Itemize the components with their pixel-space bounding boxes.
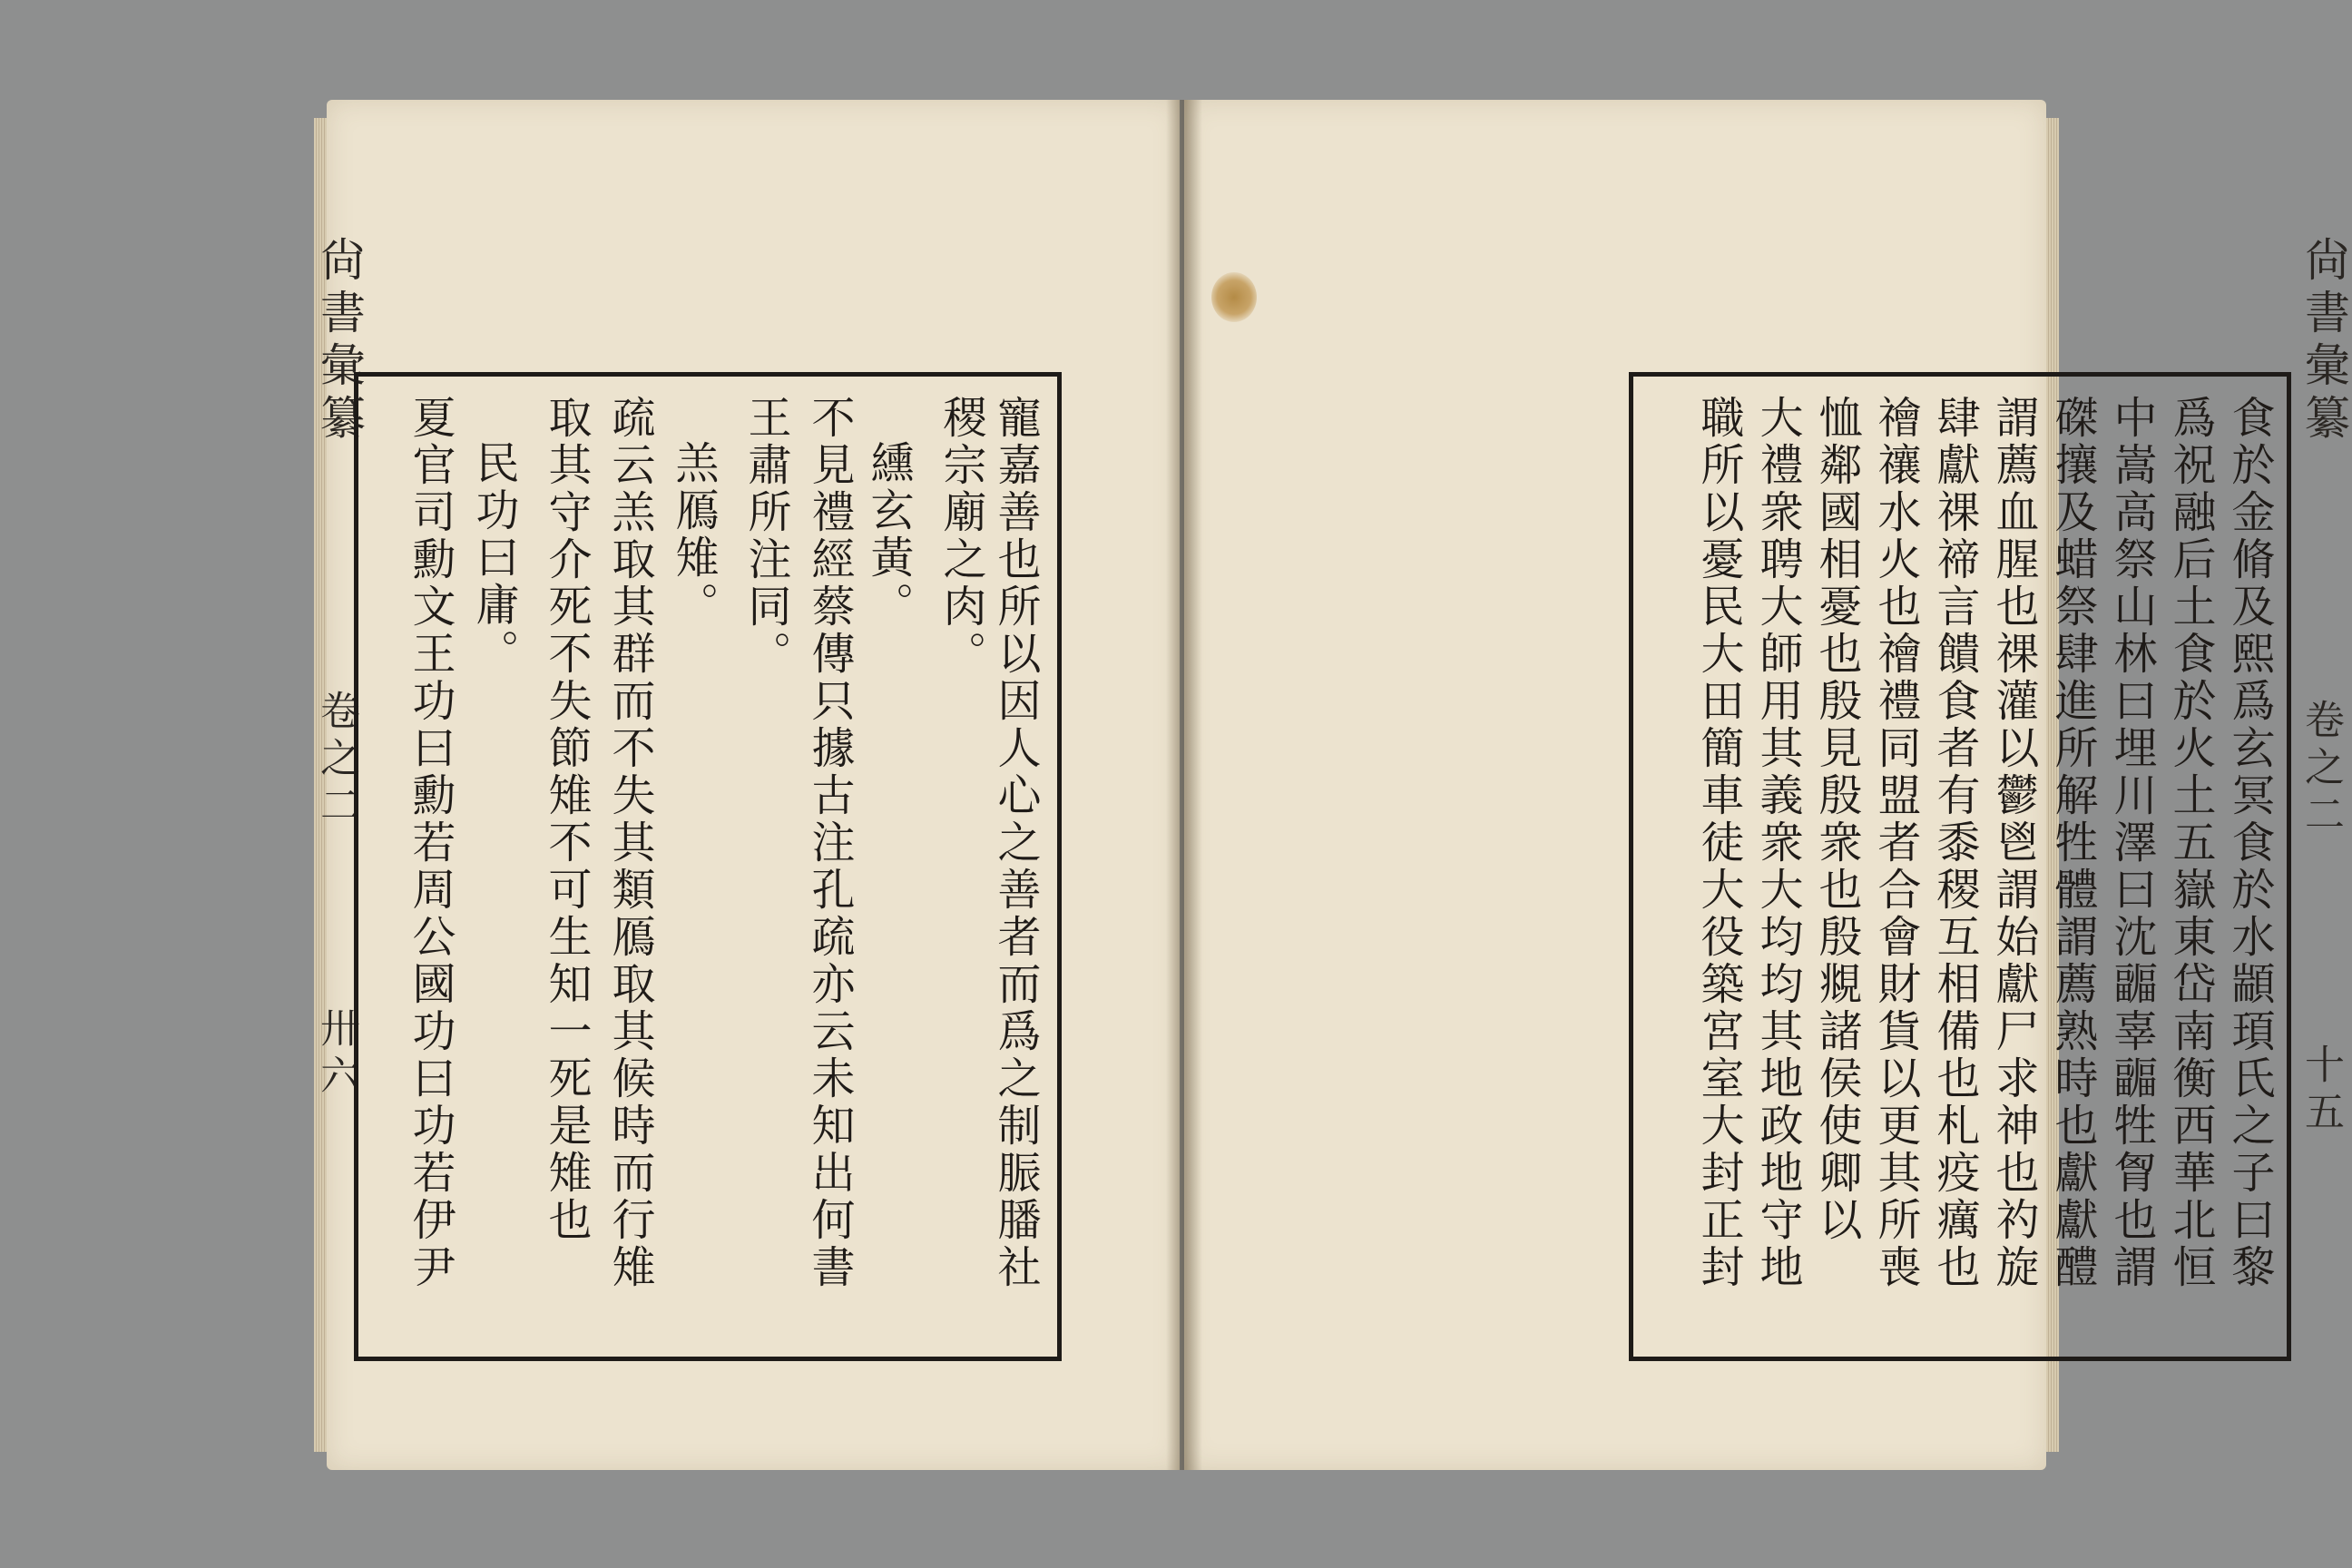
right-column-2: 爲祝融后土食於火土五嶽東岱南衡西華北恒 bbox=[2165, 395, 2216, 1291]
right-column-6: 肆獻祼禘言饋食者有黍稷互相備也札疫癘也 bbox=[1929, 395, 1980, 1291]
right-column-8: 恤鄰國相憂也殷見殷衆也殷覜諸侯使卿以 bbox=[1811, 395, 1862, 1244]
right-column-3: 中嵩高祭山林曰埋川澤曰沈疈辜疈牲胷也謂 bbox=[2106, 395, 2157, 1291]
paper-stain bbox=[1211, 272, 1257, 322]
left-column-4: 不見禮經蔡傳只據古注孔疏亦云未知出何書 bbox=[804, 395, 855, 1291]
left-text-frame bbox=[354, 372, 1062, 1361]
right-folio-number: 十五 bbox=[2298, 1044, 2344, 1138]
book-gutter bbox=[1166, 100, 1202, 1470]
left-folio-number: 卅六 bbox=[313, 1007, 359, 1102]
right-column-9: 大禮衆聘大師用其義衆大均均其地政地守地 bbox=[1752, 395, 1803, 1291]
left-column-3: 纁玄黃。 bbox=[863, 440, 914, 629]
right-volume-label: 卷之二 bbox=[2298, 699, 2344, 840]
right-column-5: 謂薦血腥也祼灌以鬱鬯謂始獻尸求神也礿旋 bbox=[1988, 395, 2039, 1291]
left-column-6: 羔鴈雉。 bbox=[668, 440, 719, 629]
right-column-1: 食於金脩及熙爲玄冥食於水顓頊氏之子曰黎 bbox=[2224, 395, 2275, 1291]
left-volume-label: 卷之二 bbox=[313, 690, 359, 831]
book-spread bbox=[313, 100, 2350, 1470]
right-margin-title: 尙書彙纂 bbox=[2298, 236, 2350, 446]
right-column-10: 職所以憂民大田簡車徒大役築宮室大封正封 bbox=[1693, 395, 1744, 1291]
right-page bbox=[1184, 100, 2350, 1470]
left-margin-title: 尙書彙纂 bbox=[313, 236, 366, 446]
left-column-10: 夏官司勳文王功曰勳若周公國功曰功若伊尹 bbox=[405, 395, 456, 1291]
left-column-9: 民功曰庸。 bbox=[468, 440, 519, 676]
right-column-7: 禬禳水火也禬禮同盟者合會財貨以更其所喪 bbox=[1870, 395, 1921, 1291]
right-column-4: 磔攘及蜡祭肆進所解牲體謂薦熟時也獻獻醴 bbox=[2047, 395, 2098, 1291]
right-text-frame bbox=[1629, 372, 2291, 1361]
left-column-1: 寵嘉善也所以因人心之善者而爲之制脤膰社 bbox=[990, 395, 1041, 1291]
left-column-7: 疏云羔取其群而不失其類鴈取其候時而行雉 bbox=[604, 395, 655, 1291]
left-column-8: 取其守介死不失節雉不可生知一死是雉也 bbox=[541, 395, 592, 1244]
left-column-5: 王肅所注同。 bbox=[740, 395, 791, 678]
left-page bbox=[313, 100, 1180, 1470]
left-column-2: 稷宗廟之肉。 bbox=[936, 395, 986, 678]
